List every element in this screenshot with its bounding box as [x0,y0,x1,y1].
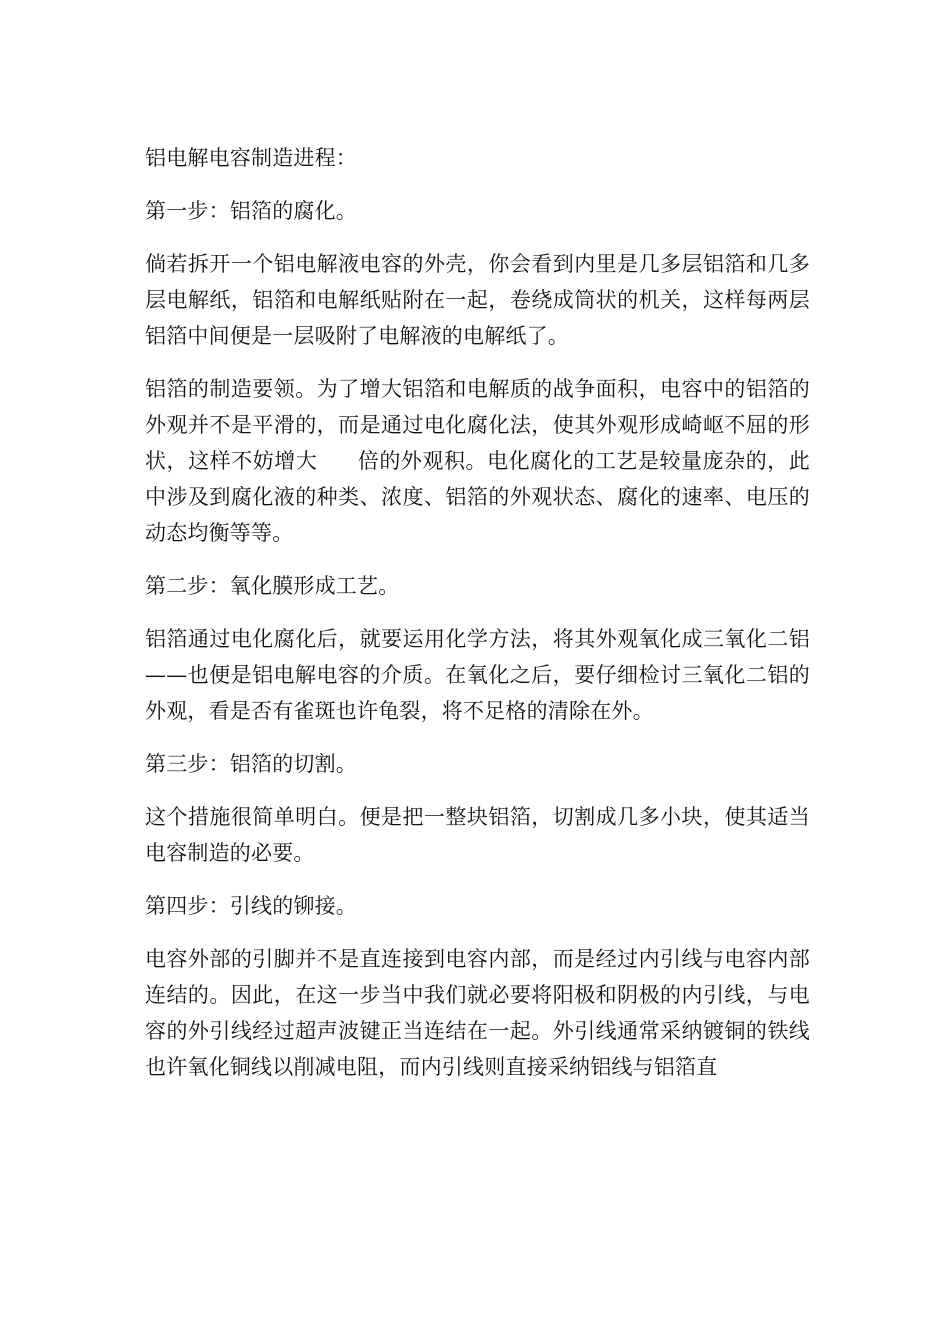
step4-paragraph-1: 电容外部的引脚并不是直连接到电容内部，而是经过内引线与电容内部连结的。因此，在这一步当中我们就必要将阳极和阴极的内引线，与电容的外引线经过超声波键正当连结在一起。外引线通常采纳镀铜的铁线也许氧化铜线以削减电阻，而内引线则直接采纳铝线与铝箔直 [145,947,810,1079]
step1-paragraph-2-part-b: 倍的外观积。电化腐化的工艺是较量庞杂的，此中涉及到腐化液的种类、浓度、铝箔的外观状态、腐化的速率、电压的动态均衡等等。 [145,449,810,545]
step1-paragraph-1: 倘若拆开一个铝电解液电容的外壳，你会看到内里是几多层铝箔和几多层电解纸，铝箔和电解纸贴附在一起，卷绕成筒状的机关，这样每两层铝箔中间便是一层吸附了电解液的电解纸了。 [145,252,810,348]
step1-heading: 第一步：铝箔的腐化。 [145,199,357,223]
step3-paragraph-1: 这个措施很简单明白。便是把一整块铝箔，切割成几多小块，使其适当电容制造的必要。 [145,805,810,865]
step1-paragraph-2 [145,371,810,551]
step2-heading: 第二步：氧化膜形成工艺。 [145,574,400,598]
step3-heading: 第三步：铝箔的切割。 [145,752,357,776]
step1-paragraph-2-part-a: 铝箔的制造要领。为了增大铝箔和电解质的战争面积，电容中的铝箔的外观并不是平滑的，而是通过电化腐化法，使其外观形成崎岖不屈的形状，这样不妨增大 [145,377,810,473]
step2-paragraph-1: 铝箔通过电化腐化后，就要运用化学方法，将其外观氧化成三氧化二铝——也便是铝电解电容的介质。在氧化之后，要仔细检讨三氧化二铝的外观，看是否有雀斑也许龟裂，将不足格的清除在外。 [145,627,810,723]
step4-heading: 第四步：引线的铆接。 [145,894,357,918]
document-body [145,140,810,1102]
document-title: 铝电解电容制造进程： [145,146,357,170]
